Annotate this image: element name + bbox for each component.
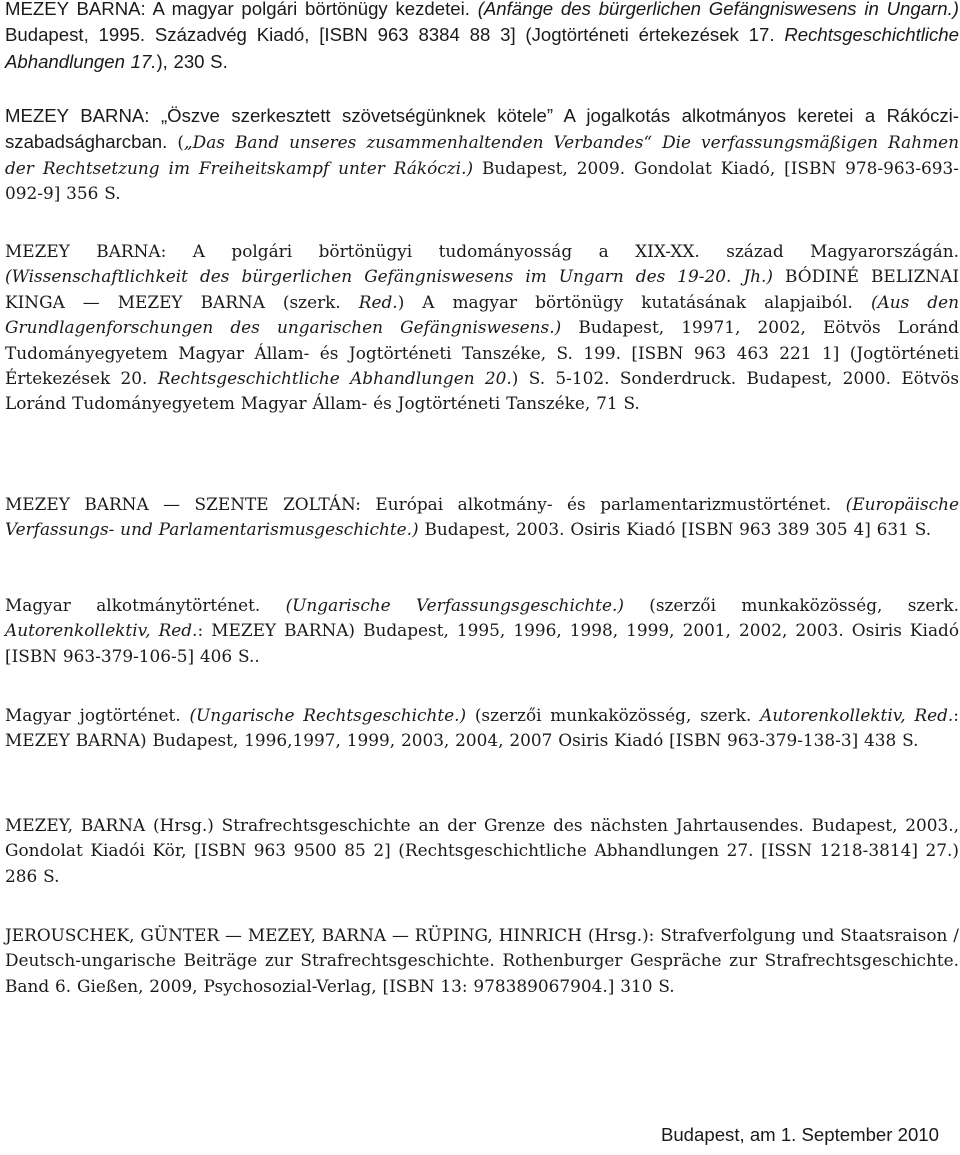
bibliography-entry-3: MEZEY BARNA: A polgári börtönügyi tudományosság a XIX-XX. század Magyarországán. (Wissenschaftlichkeit des bürgerlichen Gefängniswesens im Ungarn des 19-20. Jh.) BÓDINÉ BELIZNAI KINGA — MEZEY BARNA (szerk. Red.) A magyar börtönügy kutatásának alapjaiból. (Aus den Grundlagenforschungen des ungarischen Gefängniswesens.) Budapest, 19971, 2002, Eötvös Loránd Tudományegyetem Magyar Állam- és Jogtörténeti Tanszéke, S. 199. [ISBN 963 463 221 1] (Jogtörténeti Értekezések 20. Rechtsgeschichtliche Abhandlungen 20.) S. 5-102. Sonderdruck. Budapest, 2000. Eötvös Loránd Tudományegyetem Magyar Állam- és Jogtörténeti Tanszéke, 71 S. <box>5 241 959 414</box>
bibliography-entry-5: Magyar alkotmánytörténet. (Ungarische Verfassungsgeschichte.) (szerzői munkaközösség, szerk. Autorenkollektiv, Red.: MEZEY BARNA) Budapest, 1995, 1996, 1998, 1999, 2001, 2002, 2003. Osiris Kiadó [ISBN 963-379-106-5] 406 S.. <box>5 595 959 666</box>
bibliography-entry-4: MEZEY BARNA — SZENTE ZOLTÁN: Európai alkotmány- és parlamentarizmustörténet. (Europäische Verfassungs- und Parlamentarismusgeschichte.) Budapest, 2003. Osiris Kiadó [ISBN 963 389 305 4] 631 S. <box>5 494 959 540</box>
bibliography-entry-6: Magyar jogtörténet. (Ungarische Rechtsgeschichte.) (szerzői munkaközösség, szerk. Autorenkollektiv, Red.: MEZEY BARNA) Budapest, 1996,1997, 1999, 2003, 2004, 2007 Osiris Kiadó [ISBN 963-379-138-3] 438 S. <box>5 705 959 751</box>
bibliography-entry-7: MEZEY, BARNA (Hrsg.) Strafrechtsgeschichte an der Grenze des nächsten Jahrtausendes. Budapest, 2003., Gondolat Kiadói Kör, [ISBN 963 9500 85 2] (Rechtsgeschichtliche Abhandlungen 27. [ISSN 1218-3814] 27.) 286 S. <box>5 815 959 886</box>
closing-date-line: Budapest, am 1. September 2010 <box>660 1124 939 1145</box>
bibliography-entry-1: MEZEY BARNA: A magyar polgári börtönügy kezdetei. (Anfänge des bürgerlichen Gefängniswesens in Ungarn.) Budapest, 1995. Századvég Kiadó, [ISBN 963 8384 88 3] (Jogtörténeti értekezések 17. Rechtsgeschichtliche Abhandlungen 17.), 230 S. <box>5 0 959 72</box>
bibliography-entry-8: JEROUSCHEK, GÜNTER — MEZEY, BARNA — RÜPING, HINRICH (Hrsg.): Strafverfolgung und Staatsraison / Deutsch-ungarische Beiträge zur Strafrechtsgeschichte. Rothenburger Gespräche zur Strafrechtsgeschichte. Band 6. Gießen, 2009, Psychosozial-Verlag, [ISBN 13: 978389067904.] 310 S. <box>5 925 959 996</box>
bibliography-entry-2: MEZEY BARNA: „Öszve szerkesztett szövetségünknek kötele” A jogalkotás alkotmányos keretei a Rákóczi-szabadságharcban. („Das Band unseres zusammenhaltenden Verbandes“ Die verfassungsmäßigen Rahmen der Rechtsetzung im Freiheitskampf unter Rákóczi.) Budapest, 2009. Gondolat Kiadó, [ISBN 978-963-693-092-9] 356 S. <box>5 105 959 204</box>
